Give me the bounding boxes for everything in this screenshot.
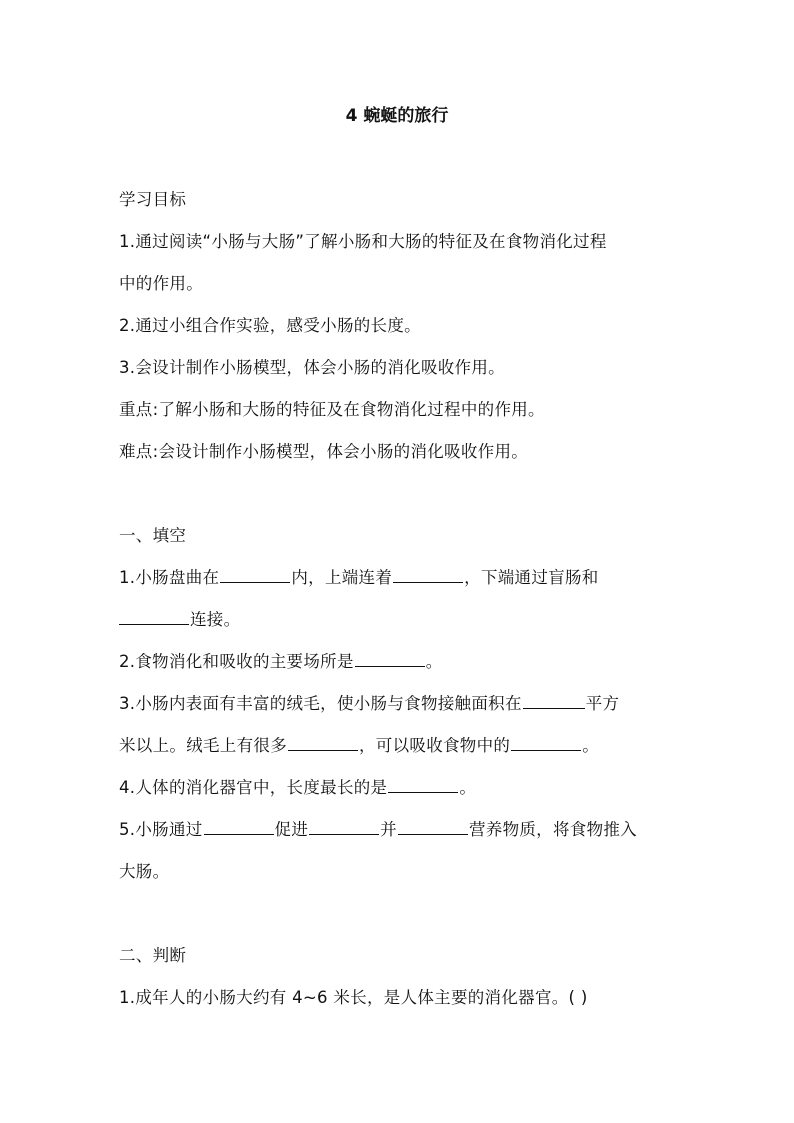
page-title: 4 蜿蜒的旅行 bbox=[345, 106, 449, 126]
q3-text-1: 3.小肠内表面有丰富的绒毛，使小肠与食物接触面积在 bbox=[119, 694, 522, 713]
answer-blank[interactable] bbox=[220, 566, 290, 583]
q1-text-1: 1.小肠盘曲在 bbox=[119, 568, 220, 587]
q3-text-5: 。 bbox=[582, 736, 600, 755]
q1-text-3: ，下端通过盲肠和 bbox=[464, 568, 599, 587]
q5-text-4: 营养物质，将食物推入 bbox=[468, 820, 637, 839]
objectives-heading: 学习目标 bbox=[119, 190, 187, 209]
fill-question-4 bbox=[119, 776, 689, 800]
q5-text-1: 5.小肠通过 bbox=[119, 820, 203, 839]
q2-text-2: 。 bbox=[425, 652, 443, 671]
answer-blank[interactable] bbox=[393, 566, 463, 583]
fill-blank-heading: 一、填空 bbox=[119, 526, 187, 545]
answer-blank[interactable] bbox=[204, 818, 274, 835]
q3-text-2: 平方 bbox=[585, 694, 620, 713]
answer-blank[interactable] bbox=[355, 650, 425, 667]
answer-blank[interactable] bbox=[523, 692, 585, 709]
fill-question-5 bbox=[119, 818, 689, 842]
q4-text-2: 。 bbox=[459, 778, 477, 797]
q4-text-1: 4.人体的消化器官中，长度最长的是 bbox=[119, 778, 388, 797]
q3-text-4: ，可以吸收食物中的 bbox=[359, 736, 511, 755]
q5-text-3: 并 bbox=[380, 820, 397, 839]
judgement-heading: 二、判断 bbox=[119, 946, 187, 965]
answer-blank[interactable] bbox=[288, 734, 358, 751]
q1-text-4: 连接。 bbox=[190, 610, 241, 629]
fill-question-3 bbox=[119, 692, 689, 716]
q3-text-3: 米以上。绒毛上有很多 bbox=[119, 736, 287, 755]
objective-2: 2.通过小组合作实验，感受小肠的长度。 bbox=[119, 316, 421, 335]
objective-1-line-1: 1.通过阅读“小肠与大肠”了解小肠和大肠的特征及在食物消化过程 bbox=[119, 232, 607, 251]
q2-text-1: 2.食物消化和吸收的主要场所是 bbox=[119, 652, 354, 671]
q1-text-2: 内，上端连着 bbox=[291, 568, 393, 587]
answer-blank[interactable] bbox=[119, 608, 189, 625]
q5-text-2: 促进 bbox=[274, 820, 309, 839]
fill-question-2 bbox=[119, 650, 689, 674]
fill-question-5-cont: 大肠。 bbox=[119, 862, 170, 881]
answer-blank[interactable] bbox=[511, 734, 581, 751]
fill-question-3-cont bbox=[119, 734, 689, 758]
answer-blank[interactable] bbox=[388, 776, 458, 793]
answer-blank[interactable] bbox=[398, 818, 468, 835]
fill-question-1-cont bbox=[119, 608, 689, 632]
fill-question-1 bbox=[119, 566, 689, 590]
answer-blank[interactable] bbox=[309, 818, 379, 835]
objective-3: 3.会设计制作小肠模型，体会小肠的消化吸收作用。 bbox=[119, 358, 505, 377]
key-point: 重点:了解小肠和大肠的特征及在食物消化过程中的作用。 bbox=[119, 400, 545, 419]
difficulty-point: 难点:会设计制作小肠模型，体会小肠的消化吸收作用。 bbox=[119, 442, 529, 461]
judgement-question-1: 1.成年人的小肠大约有 4~6 米长，是人体主要的消化器官。( ) bbox=[119, 988, 588, 1007]
objective-1-line-2: 中的作用。 bbox=[119, 274, 203, 293]
